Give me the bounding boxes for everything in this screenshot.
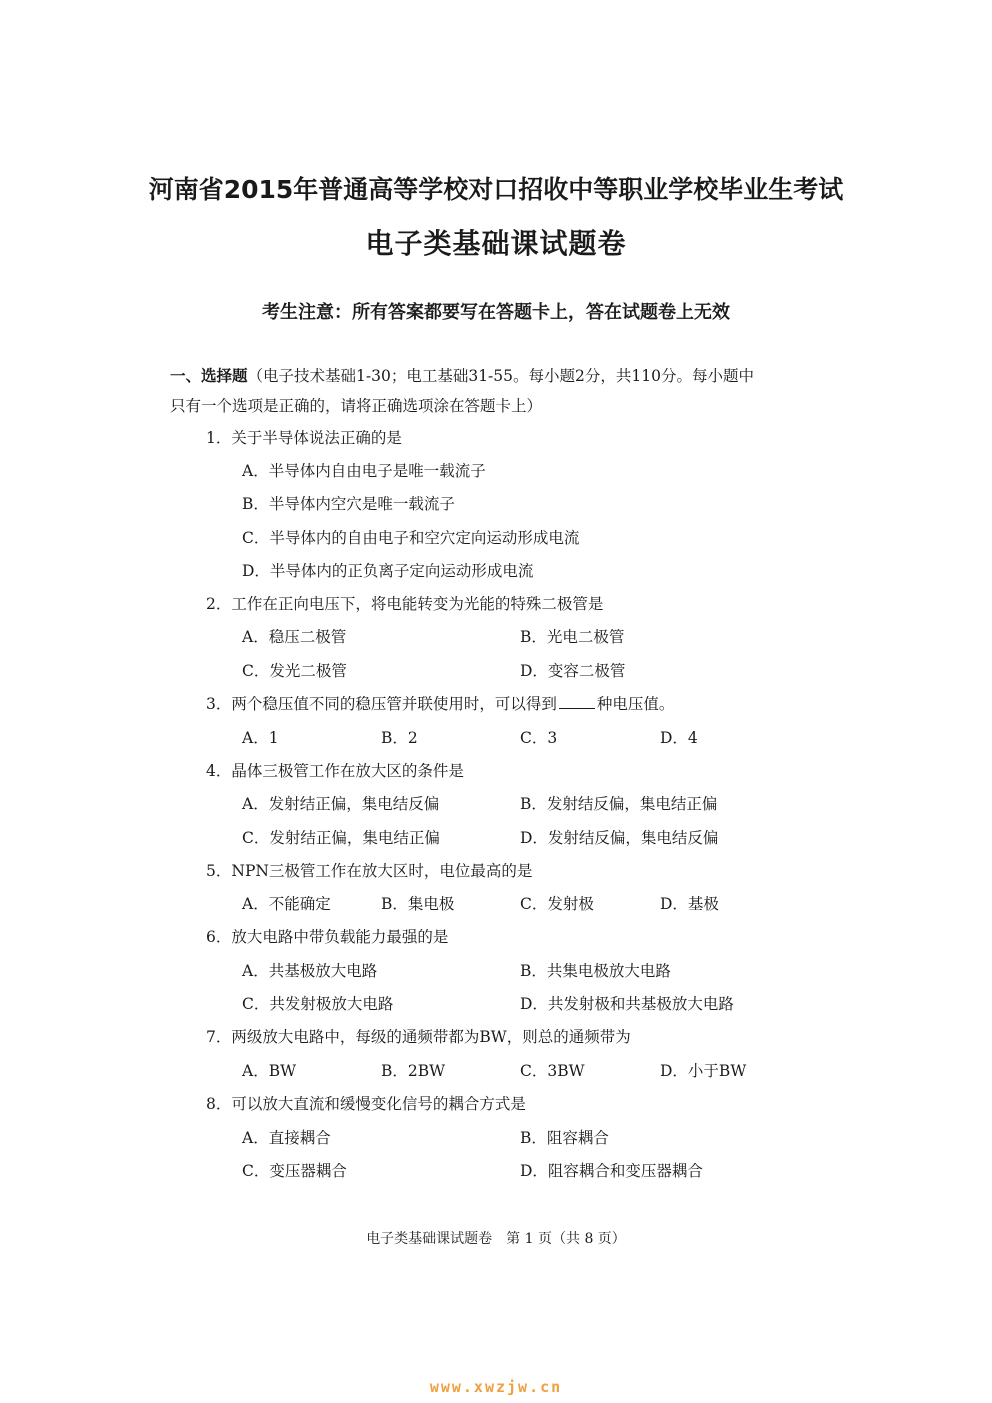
question-number: 8． xyxy=(206,1095,232,1113)
question-text: 晶体三极管工作在放大区的条件是 xyxy=(231,762,464,780)
question-text: 两个稳压值不同的稳压管并联使用时，可以得到 xyxy=(231,695,557,713)
option-7d: D．小于BW xyxy=(660,1062,747,1080)
section-heading xyxy=(170,366,754,386)
exam-title: 河南省2015年普通高等学校对口招收中等职业学校毕业生考试 xyxy=(148,175,844,204)
question-1 xyxy=(206,428,402,448)
question-5 xyxy=(206,861,532,881)
option-2d: D．变容二极管 xyxy=(520,662,626,680)
option-6c: C．共发射极放大电路 xyxy=(242,995,394,1013)
question-number: 4． xyxy=(206,762,232,780)
question-7 xyxy=(206,1027,631,1047)
question-number: 6． xyxy=(206,928,232,946)
question-text: 可以放大直流和缓慢变化信号的耦合方式是 xyxy=(231,1095,526,1113)
option-8b: B．阻容耦合 xyxy=(520,1129,609,1147)
question-number: 2． xyxy=(206,595,232,613)
option-5c: C．发射极 xyxy=(520,895,594,913)
question-number: 3． xyxy=(206,695,232,713)
option-3b: B．2 xyxy=(381,729,418,747)
option-6d: D．共发射极和共基极放大电路 xyxy=(520,995,734,1013)
option-7c: C．3BW xyxy=(520,1062,585,1080)
question-number: 5． xyxy=(206,862,232,880)
question-number: 1． xyxy=(206,429,232,447)
option-5a: A．不能确定 xyxy=(242,895,331,913)
question-text: 放大电路中带负载能力最强的是 xyxy=(231,928,449,946)
question-3 xyxy=(206,694,674,714)
watermark: www.xwzjw.cn xyxy=(429,1378,563,1396)
option-5d: D．基极 xyxy=(660,895,719,913)
question-6 xyxy=(206,927,448,947)
option-2a: A．稳压二极管 xyxy=(242,628,347,646)
question-number: 7． xyxy=(206,1028,232,1046)
page-footer: 电子类基础课试题卷 第 1 页（共 8 页） xyxy=(366,1231,626,1247)
candidate-notice: 考生注意：所有答案都要写在答题卡上，答在试题卷上无效 xyxy=(262,302,730,323)
option-6b: B．共集电极放大电路 xyxy=(520,962,671,980)
option-1a: A．半导体内自由电子是唯一载流子 xyxy=(242,462,486,480)
option-1c: C．半导体内的自由电子和空穴定向运动形成电流 xyxy=(242,529,580,547)
option-4b: B．发射结反偏，集电结正偏 xyxy=(520,795,718,813)
option-3c: C．3 xyxy=(520,729,558,747)
option-4d: D．发射结反偏，集电结反偏 xyxy=(520,829,719,847)
question-text: 工作在正向电压下，将电能转变为光能的特殊二极管是 xyxy=(231,595,604,613)
question-2 xyxy=(206,594,603,614)
option-1b: B．半导体内空穴是唯一载流子 xyxy=(242,495,455,513)
option-6a: A．共基极放大电路 xyxy=(242,962,378,980)
option-2c: C．发光二极管 xyxy=(242,662,347,680)
option-7b: B．2BW xyxy=(381,1062,446,1080)
option-4c: C．发射结正偏，集电结正偏 xyxy=(242,829,440,847)
option-8d: D．阻容耦合和变压器耦合 xyxy=(520,1162,703,1180)
option-5b: B．集电极 xyxy=(381,895,455,913)
option-3d: D．4 xyxy=(660,729,698,747)
question-text: NPN三极管工作在放大区时，电位最高的是 xyxy=(231,862,533,880)
section-description-cont: 只有一个选项是正确的，请将正确选项涂在答题卡上） xyxy=(170,397,543,415)
question-text: 关于半导体说法正确的是 xyxy=(231,429,402,447)
option-8c: C．变压器耦合 xyxy=(242,1162,347,1180)
section-description: （电子技术基础1-30；电工基础31-55。每小题2分，共110分。每小题中 xyxy=(247,367,754,385)
question-4 xyxy=(206,761,464,781)
option-1d: D．半导体内的正负离子定向运动形成电流 xyxy=(242,562,534,580)
question-8 xyxy=(206,1094,526,1114)
question-text-end: 种电压值。 xyxy=(596,695,675,713)
option-7a: A．BW xyxy=(242,1062,297,1080)
exam-subtitle: 电子类基础课试题卷 xyxy=(365,227,627,260)
section-title: 一、选择题 xyxy=(170,367,248,385)
question-text: 两级放大电路中，每级的通频带都为BW，则总的通频带为 xyxy=(231,1028,631,1046)
option-4a: A．发射结正偏，集电结反偏 xyxy=(242,795,440,813)
option-2b: B．光电二极管 xyxy=(520,628,625,646)
option-8a: A．直接耦合 xyxy=(242,1129,331,1147)
option-3a: A．1 xyxy=(242,729,279,747)
answer-blank xyxy=(559,694,595,709)
